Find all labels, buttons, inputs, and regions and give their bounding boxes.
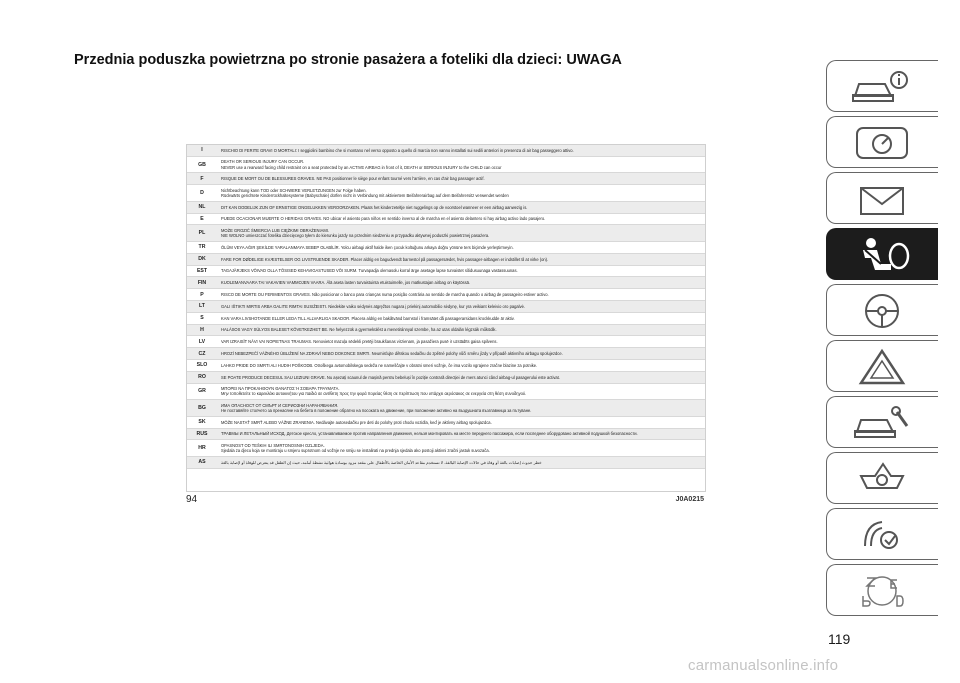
warning-text: DEATH OR SERIOUS INJURY CAN OCCUR. NEVER use a rearward facing child restraint on a seat protected by an ACTIVE AIRBAG in front of it, DEATH or SERIOUS INJURY to the CHILD can occur: [221, 159, 502, 170]
warning-text: ÖLÜM VEYA AĞIR ŞEKİLDE YARALANMAYA SEBEP OLABİLİR. Yolcu airbagi aktif halde iken çocuk koltuğunu arkaya doğru yönüne ters biçimde yerleştirmeyin.: [221, 244, 514, 250]
alphabetical-index-icon: [845, 570, 919, 612]
language-code: F: [200, 175, 204, 182]
warning-text: DIT KAN DODELIJK ZIJN OF ERNSTIGE ONGELUKKEN VEROORZAKEN. Plaats het kinderzeteltje niet ruggelings op de voorstoel wanneer er een airbag aanwezig is.: [221, 204, 528, 210]
page-title: Przednia poduszka powietrzna po stronie pasażera a foteliki dla dzieci: UWAGA: [74, 52, 622, 68]
site-watermark: carmanualsonline.info: [688, 657, 839, 674]
warning-row-lt: [187, 301, 705, 313]
warning-row-as: [187, 457, 705, 469]
warning-envelope-icon: [845, 178, 919, 220]
warning-text: خطر حدوث إصابات بالغة أو وفاة في حالات الإصابة البالغة. لا تستخدم مقاعد الأمان الخاصة بالأطفال على مقعد مزود بوسادة هوائية نشطة أمامه، حيث إن الطفل قد يتعرض للوفاة أو لإصابة بالغة: [221, 459, 542, 465]
warning-text: MÔŽE NASTAŤ SMRŤ ALEBO VÁŽNE ZRANENIA. Nedávajte autosedačku pre deti do polohy proti chodu vozidla, keď je aktívny airbag spolujazdca.: [221, 419, 492, 425]
warning-row-d: [187, 185, 705, 202]
chapter-tab-8[interactable]: [826, 452, 938, 504]
warning-row-rus: [187, 429, 705, 441]
language-code: RUS: [196, 430, 208, 437]
figure-footer: [186, 494, 706, 508]
warning-row-s: [187, 313, 705, 325]
warning-row-e: [187, 214, 705, 226]
warning-row-nl: [187, 202, 705, 214]
language-code: D: [200, 189, 204, 196]
chapter-tab-5[interactable]: [826, 284, 938, 336]
language-code: SLO: [196, 362, 208, 369]
warning-row-fin: [187, 277, 705, 289]
chapter-tab-9[interactable]: [826, 508, 938, 560]
breakdown-warning-triangle-icon: [845, 346, 919, 388]
language-code: HR: [198, 445, 206, 452]
warning-text: RISQUE DE MORT OU DE BLESSURES GRAVES. NE PAS positionner le siège pour enfant tourné vers l'arrière, en cas d'air bag passager actif.: [221, 176, 485, 182]
warning-text: Nichtbeachtung kann TOD oder SCHWERE VERLETZUNGEN zur Folge haben. Rückwärts gerichtete Kinderrückhaltesysteme (Babyschale) dürfen nicht in Verbindung mit aktiviertem Beifahrerairbag auf dem Beifahrersitz verwendet werden: [221, 187, 509, 198]
language-code: GB: [198, 161, 206, 168]
figure-page-number: 94: [186, 494, 198, 505]
warning-row-est: [187, 266, 705, 278]
chapter-tab-1[interactable]: [826, 60, 938, 112]
language-code: LV: [198, 338, 206, 345]
language-code: FIN: [197, 279, 207, 286]
language-code: NL: [198, 204, 206, 211]
chapter-tab-3[interactable]: [826, 172, 938, 224]
language-code: DK: [198, 256, 206, 263]
warning-text: ТРАВМЫ И ЛЕТАЛЬНЫЙ ИСХОД. Детское кресло, устанавливаемое против направления движения, нельзя монтировать на месте переднего пассажира, если последнее оборудовано активной подушкой безопасности.: [221, 431, 638, 437]
warning-label-table: [186, 144, 706, 492]
chapter-tab-4-active[interactable]: [826, 228, 938, 280]
language-code: S: [200, 315, 204, 322]
warning-row-hr: [187, 440, 705, 457]
language-code: I: [201, 147, 203, 154]
warning-text: ИМА ОПАСНОСТ ОТ СМЪРТ И СЕРИОЗНИ НАРАНЯВАНИЯ. Не поставяйте столчето за пренасяне на бебета в положение обратно на посоката на движение, при положение активно на въздушната възглавница за пътуване.: [221, 402, 532, 413]
warning-row-f: [187, 173, 705, 185]
warning-row-pl: [187, 225, 705, 242]
warning-row-tr: [187, 242, 705, 254]
figure-image-code: J0A0215: [675, 496, 704, 503]
warning-text: HALÁSOS VAGY SÚLYOS BALESET KÖVETKEZHET BE. Ne helyezzük a gyermekülést a menetiránnyal szembe, ha az utas oldalán légzsák működik.: [221, 327, 497, 333]
multimedia-icon: [845, 514, 919, 556]
dashboard-gauge-icon: [845, 122, 919, 164]
warning-row-slo: [187, 360, 705, 372]
warning-text: GALI IŠTIKTI MIRTIS ARBA GALITE RIMTAI SUSIŽEISTI. Niedekite vaiko sėdynės atgręžtos nugara į priekinį automobilio sėdynę, kur yra veikiant keleivio oro pagalvė.: [221, 303, 526, 309]
maintenance-car-wrench-icon: [845, 402, 919, 444]
warning-text: RISCO DE MORTE OU FERIMENTOS GRAVES. Não posicionar o banco para crianças numa posição contrária ao sentido de marcha quando o airbag de passageiro estiver activo.: [221, 291, 549, 297]
warning-text: PUEDE OCACIONAR MUERTE O HERIDAS GRAVES. NO ubicar el asiento para niños en sentido inverso al de marcha en el asiento delantero si hay airbag activo lado pasajero.: [221, 216, 546, 222]
warning-row-lv: [187, 336, 705, 348]
language-code: EST: [196, 267, 208, 274]
steering-wheel-icon: [845, 290, 919, 332]
seat-airbag-safety-icon: [845, 234, 919, 276]
warning-text: ΜΠΟΡΕΙ ΝΑ ΠΡΟΚΛΗΘΟΥΝ ΘΑΝΑΤΟΣ Ή ΣΟΒΑΡΑ ΤΡΑΥΜΑΤΑ. Μην τοποθετείτε το καρεκλάκι αυτοκινήτου για παιδιά σε αντίθετη προς την φορά πορείας θέση σε περίπτωση που υπάρχει αερόσακος σε ενεργεία στη θέση συνοδηγού.: [221, 386, 527, 397]
warning-row-bg: [187, 400, 705, 417]
warning-text: HROZÍ NEBEZPEČÍ VÁŽNÉHO ÚBLIŽENÍ NA ZDRAVÍ NEBO DOKONCE SMRTI. Neumisťujte dětskou sedačku do zpětné polohy vůči směru jízdy v případě aktivního airbagu spolujezdce.: [221, 350, 563, 356]
language-code: TR: [198, 244, 206, 251]
warning-row-dk: [187, 254, 705, 266]
language-code: CZ: [198, 350, 206, 357]
language-code: SK: [198, 419, 206, 426]
warning-text: VAR IZRAISĪT NĀVI VAI NOPIETNAS TRAUMAS. Nenovietot mazuļa sēdekli pretēji braukšanas virzienam, ja pasažiera pusē ir uzstādīts gaisa spilvens.: [221, 339, 498, 345]
chapter-tab-2[interactable]: [826, 116, 938, 168]
warning-text: KAN VARA LIVSHOTANDE ELLER LEDA TILL ALLVARLIGA SKADOR. Placera aldrig en bakåtvänd barnstol i framsätet då passagerarsidans krockkudde är aktiv.: [221, 315, 515, 321]
language-code: P: [200, 291, 204, 298]
warning-text: MOŻE GROZIĆ ŚMIERCIA LUB CIĘŻKIMI OBRAŻENIAMI. NIE WOLNO umieszczać fotelika dziecięcego tyłem do kierunku jazdy na przednim siedzeniu w przypadku aktywnej poduszki powietrznej pasażera.: [221, 227, 490, 239]
warning-row-gb: [187, 157, 705, 174]
warning-text: RISCHIO DI FERITE GRAVI O MORTALI: I seggiolini bambino che si montano nel verso opposto a quello di marcia non vanno installati sui sedili anteriori in presenza di air bag passeggero attivo.: [221, 147, 574, 153]
chapter-tabs: [826, 60, 938, 620]
warning-row-ro: [187, 372, 705, 384]
warning-row-p: [187, 289, 705, 301]
warning-row-i: [187, 145, 705, 157]
page-number: 119: [828, 631, 851, 647]
car-info-icon: [845, 66, 919, 108]
warning-row-gr: [187, 384, 705, 401]
language-code: GR: [198, 388, 206, 395]
warning-text: OPASNOST OD TEŠKIH ILI SMRTONOSNIH OZLJEDA. Sjedala za djecu koja se montiraju u smjeru suprotnom od vožnje ne smiju se instalirati na prednja sjedala ako postoji aktivni zračni jastuk suvozača.: [221, 442, 490, 454]
language-code: RO: [198, 374, 206, 381]
warning-text: SE POATE PRODUCE DECESUL SAU LEZIUNI GRAVE. Nu așezați scaunul de mașină pentru bebeluși în poziție contrară direcției de mers atunci când airbag-ul pasagerului este activat.: [221, 374, 560, 380]
warning-text: TAGAJÄRJEKS VÕIVAD OLLA TÕSISED KEHAVIGASTUSED VÕI SURM. Turvapadja olemasolu korral ärge asetage lapse turvaistet sõidusuunaga vastassuunas.: [221, 268, 518, 274]
language-code: BG: [198, 404, 206, 411]
language-code: AS: [198, 459, 206, 466]
technical-data-icon: [845, 458, 919, 500]
language-code: LT: [199, 303, 205, 310]
chapter-tab-10[interactable]: [826, 564, 938, 616]
language-code: H: [200, 326, 204, 333]
language-code: E: [200, 215, 204, 222]
warning-text: FARE FOR DØDELIGE KVÆSTELSER OG LIVSTRUENDE SKADER. Placer aldrig en bagudvendt barnestol på passagersædet, hvis passager-airbagen er indstillet til at virke (on).: [221, 256, 549, 262]
warning-row-cz: [187, 348, 705, 360]
warning-text: KUOLEMANVAARA TAI VAKAVIEN VAMMOJEN VAARA. Älä aseta lasten turvaistuinta etuistuimelle, jos matkustajan airbag on käytössä.: [221, 280, 471, 286]
warning-text: LAHKO PRIDE DO SMRTI ALI HUDIH POŠKODB. Otroškega avtomobilskega sedeža ne nameščajte v obratni smeri vožnje, če ima vozilo vgrajene zračne blazine za potnike.: [221, 362, 538, 368]
language-code: PL: [198, 230, 206, 237]
chapter-tab-7[interactable]: [826, 396, 938, 448]
warning-row-h: [187, 325, 705, 337]
warning-row-sk: [187, 417, 705, 429]
chapter-tab-6[interactable]: [826, 340, 938, 392]
